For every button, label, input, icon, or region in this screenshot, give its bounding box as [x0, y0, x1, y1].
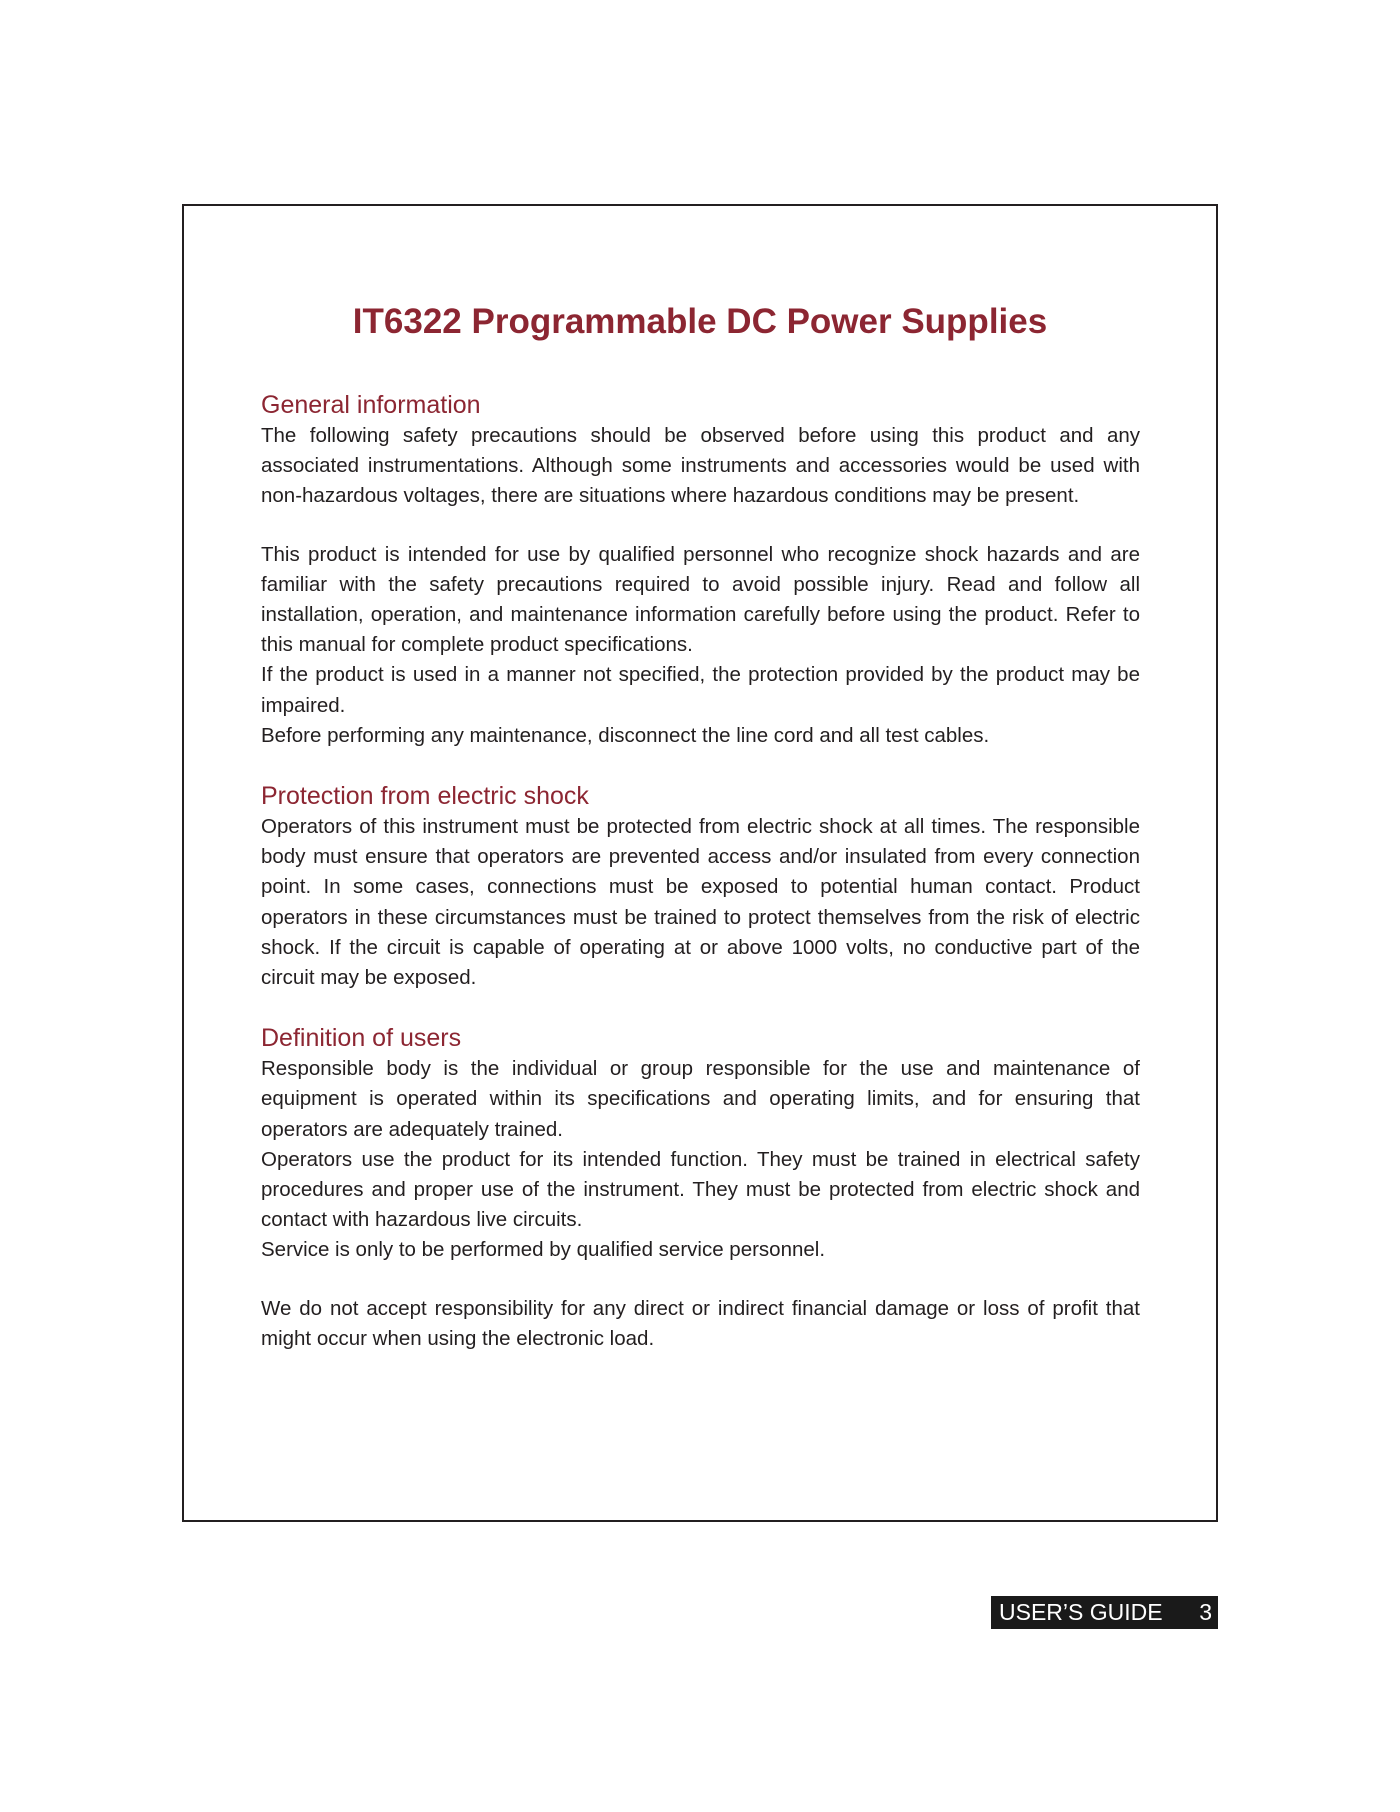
paragraph: We do not accept responsibility for any direct or indirect financial damage or loss of profit that might occur when using the electronic load.: [261, 1296, 1140, 1350]
page-title: IT6322 Programmable DC Power Supplies: [352, 302, 1048, 341]
paragraph: The following safety precautions should be observed before using this product and any associated instrumentations. Although some instruments and accessories would be used with non-hazardous voltages, there are situations where hazardous conditions may be present.: [261, 424, 1140, 508]
spacer: [261, 993, 1140, 1023]
footer-guide-label: [991, 1596, 1218, 1629]
paragraph: This product is intended for use by qualified personnel who recognize shock hazards and are familiar with the safety precautions required to avoid possible injury. Read and follow all installation, operation, and maintenance information carefully before using the product. Refer to this manual for complete product specifications.: [261, 542, 1140, 657]
section-heading-definition-of-users: Definition of users: [261, 1024, 462, 1053]
spacer: [261, 751, 1140, 781]
paragraph: Operators use the product for its intended function. They must be trained in electrical safety procedures and proper use of the instrument. They must be protected from electric shock and contact with hazardous live circuits.: [261, 1147, 1140, 1232]
paragraph: Operators of this instrument must be protected from electric shock at all times. The responsible body must ensure that operators are prevented access and/or insulated from every connection point. In some cases, connections must be exposed to potential human contact. Product operators in these circumstances must be trained to protect themselves from the risk of electric shock. If the circuit is capable of operating at or above 1000 volts, no conductive part of the circuit may be exposed.: [261, 815, 1140, 990]
spacer: [261, 512, 1140, 540]
paragraph: Before performing any maintenance, disconnect the line cord and all test cables.: [261, 723, 990, 747]
footer-label: USER’S GUIDE: [999, 1599, 1163, 1625]
document-body: [261, 390, 1140, 1354]
section-heading-general-information: General information: [261, 391, 481, 419]
paragraph: Responsible body is the individual or group responsible for the use and maintenance of equipment is operated within its specifications and operating limits, and for ensuring that operators are adequately trained.: [261, 1057, 1140, 1141]
paragraph: If the product is used in a manner not specified, the protection provided by the product may be impaired.: [261, 663, 1140, 717]
paragraph: Service is only to be performed by qualified service personnel.: [261, 1238, 826, 1262]
section-heading-protection-from-electric-shock: Protection from electric shock: [261, 782, 589, 811]
page-number: 3: [1199, 1599, 1212, 1625]
spacer: [261, 1266, 1140, 1294]
